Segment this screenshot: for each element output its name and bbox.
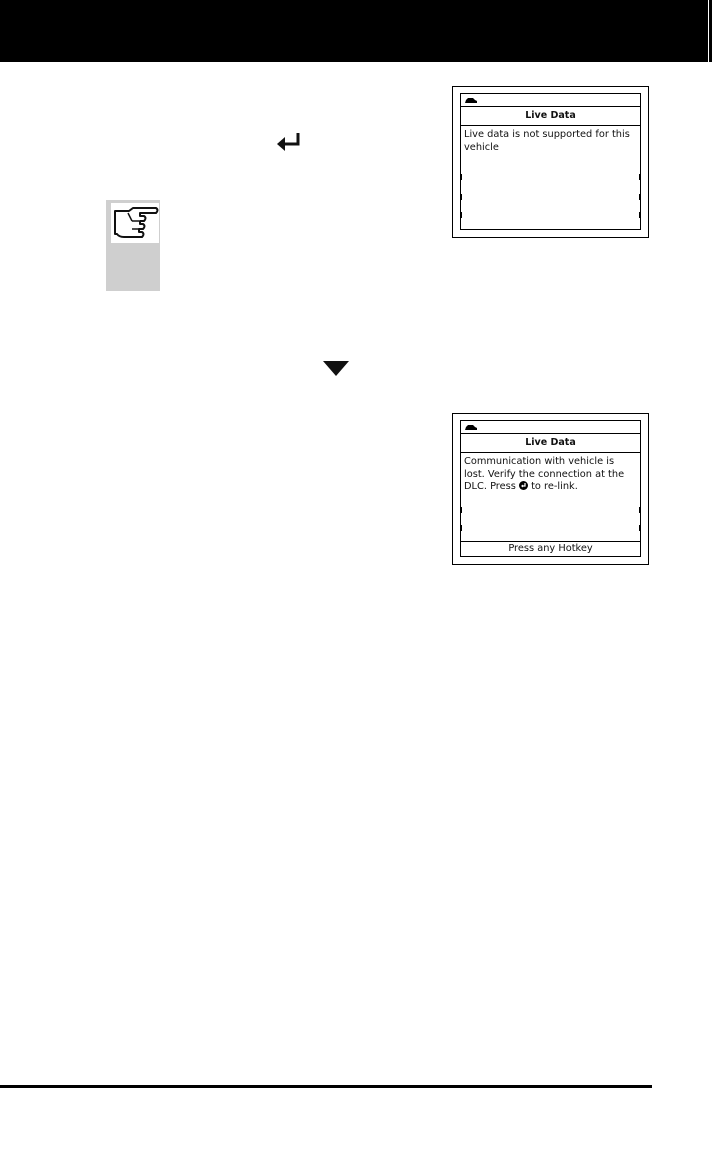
page-edge-line bbox=[709, 0, 712, 62]
screen-footer: Press any Hotkey bbox=[461, 541, 640, 556]
car-icon bbox=[465, 97, 477, 103]
screen-display bbox=[460, 420, 641, 557]
page-header-bar bbox=[0, 0, 708, 62]
status-line bbox=[461, 106, 640, 107]
enter-icon bbox=[519, 481, 528, 490]
screen-title: Live Data bbox=[525, 110, 576, 121]
row-tick bbox=[461, 174, 462, 180]
screen-title: Live Data bbox=[525, 437, 576, 448]
row-tick bbox=[639, 174, 640, 180]
note-panel bbox=[106, 200, 160, 291]
title-divider bbox=[461, 125, 640, 126]
screen-message bbox=[464, 456, 636, 494]
row-tick bbox=[461, 212, 462, 218]
page-footer-rule bbox=[0, 1085, 652, 1088]
screen-message: Live data is not supported for this vehicle bbox=[464, 129, 630, 153]
row-tick bbox=[461, 525, 462, 531]
row-tick bbox=[461, 194, 462, 200]
device-screen-communication-lost bbox=[452, 413, 649, 565]
status-line bbox=[461, 433, 640, 434]
message-text-end: to re-link. bbox=[527, 481, 578, 492]
down-arrow-icon bbox=[323, 361, 349, 376]
screen-display bbox=[460, 93, 641, 230]
row-tick bbox=[639, 507, 640, 513]
device-screen-not-supported bbox=[452, 86, 649, 238]
enter-icon bbox=[276, 132, 302, 152]
row-tick bbox=[461, 507, 462, 513]
car-icon bbox=[465, 424, 477, 430]
row-tick bbox=[639, 525, 640, 531]
title-divider bbox=[461, 452, 640, 453]
row-tick bbox=[639, 194, 640, 200]
message-text: Communication with vehicle is lost. Verify the connection at the DLC. Press bbox=[464, 456, 625, 492]
pointing-hand-icon bbox=[110, 202, 160, 244]
row-tick bbox=[639, 212, 640, 218]
